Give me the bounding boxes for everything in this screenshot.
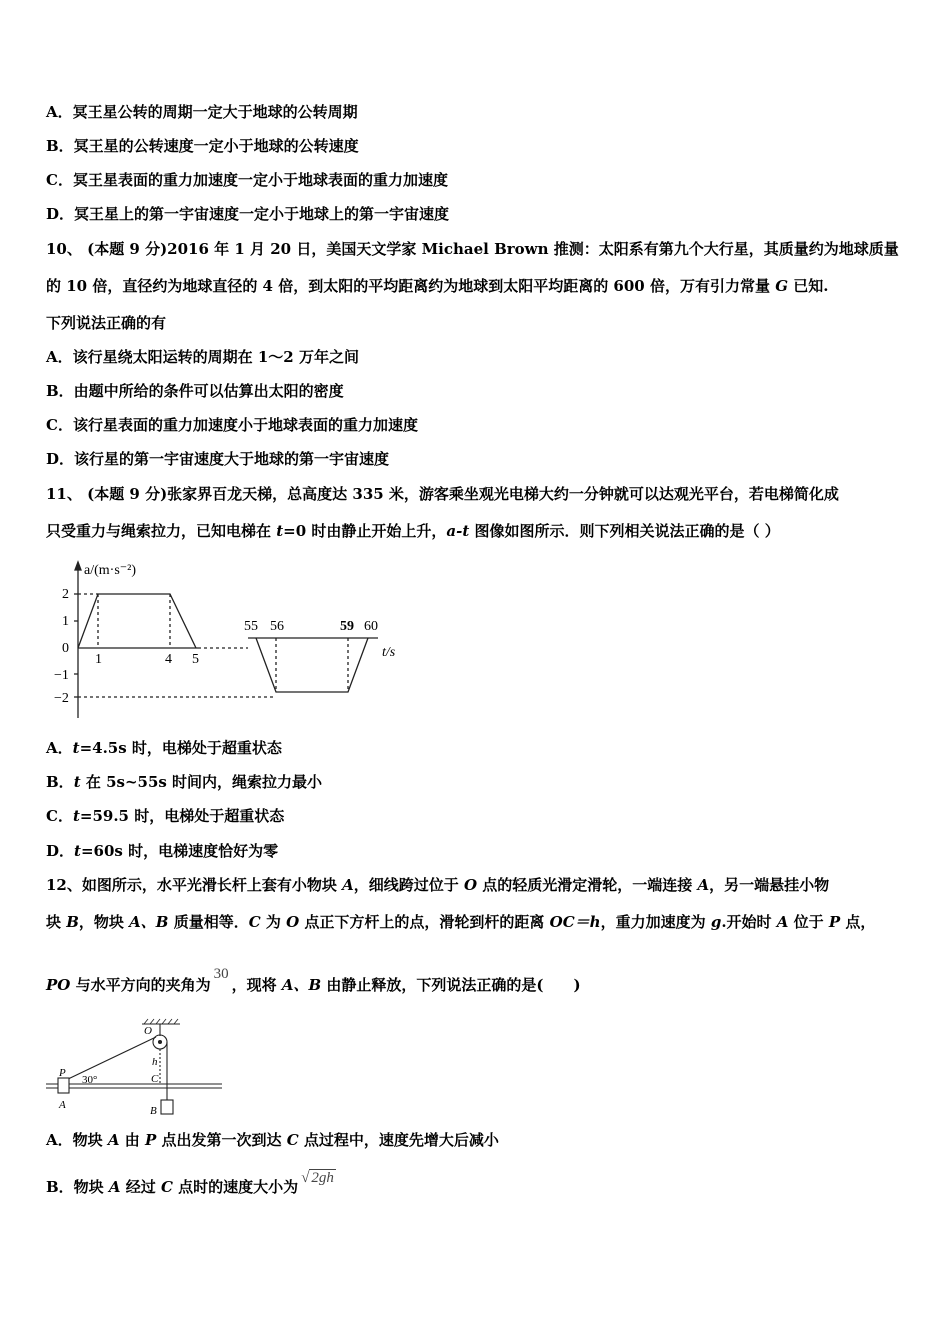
- q12-stem-line3: PO 与水平方向的夹角为30，现将 A、B 由静止释放，下列说法正确的是( ): [46, 966, 581, 994]
- xtick-59: 59: [340, 619, 354, 634]
- label-p: P: [59, 1067, 66, 1079]
- q11-stem-line1: 11、 (本题 9 分)张家界百龙天梯，总高度达 335 米，游客乘坐观光电梯大约一分钟就可以达观光平台，若电梯简化成: [46, 485, 839, 503]
- q12-pulley-figure: [44, 1018, 234, 1118]
- label-o: O: [144, 1025, 152, 1037]
- q11-option-a: A．t=4.5s 时，电梯处于超重状态: [46, 739, 282, 757]
- q10-stem-line3: 下列说法正确的有: [46, 314, 167, 332]
- q12-stem-line1: 12、如图所示，水平光滑长杆上套有小物块 A，细线跨过位于 O 点的轻质光滑定滑轮，一端连接 A，另一端悬挂小物: [46, 876, 830, 894]
- xtick-4: 4: [165, 652, 172, 667]
- ytick-neg2: −2: [54, 691, 69, 706]
- q9-option-b: B．冥王星的公转速度一定小于地球的公转速度: [46, 137, 359, 155]
- q9-option-a: A．冥王星公转的周期一定大于地球的公转周期: [46, 103, 358, 121]
- xtick-56: 56: [270, 619, 284, 634]
- ytick-0: 0: [62, 641, 69, 656]
- q12-option-a: A．物块 A 由 P 点出发第一次到达 C 点过程中，速度先增大后减小: [46, 1131, 499, 1149]
- xtick-1: 1: [95, 652, 102, 667]
- q10-option-a: A．该行星绕太阳运转的周期在 1～2 万年之间: [46, 348, 359, 366]
- graph-xlabel: t/s: [382, 645, 396, 660]
- label-a: A: [59, 1099, 66, 1111]
- q11-option-d: D．t=60s 时，电梯速度恰好为零: [46, 842, 279, 860]
- xtick-60: 60: [364, 619, 378, 634]
- graph-positive-segment: [78, 594, 196, 648]
- q11-option-b: B．t 在 5s~55s 时间内，绳索拉力最小: [46, 773, 323, 791]
- ytick-1: 1: [62, 614, 69, 629]
- label-h: h: [152, 1056, 158, 1068]
- q10-stem-line1: 10、 (本题 9 分)2016 年 1 月 20 日，美国天文学家 Michael Brown 推测：太阳系有第九个大行星，其质量约为地球质量: [46, 240, 899, 258]
- q11-stem-line2: 只受重力与绳索拉力，已知电梯在 t=0 时由静止开始上升，a-t 图像如图所示．则下列相关说法正确的是（ ）: [46, 522, 780, 540]
- graph-ylabel: a/(m·s⁻²): [84, 563, 137, 578]
- label-b: B: [150, 1105, 157, 1117]
- sqrt-2gh-formula: √ 2gh: [301, 1170, 334, 1186]
- block-a: [58, 1078, 69, 1093]
- ytick-2: 2: [62, 587, 69, 602]
- q9-option-c: C．冥王星表面的重力加速度一定小于地球表面的重力加速度: [46, 171, 448, 189]
- label-angle: 30°: [82, 1074, 98, 1086]
- q10-stem-line2: 的 10 倍，直径约为地球直径的 4 倍，到太阳的平均距离约为地球到太阳平均距离的 600 倍，万有引力常量 G 已知.: [46, 277, 829, 295]
- angle-30-formula: 30: [213, 966, 229, 982]
- q10-option-d: D．该行星的第一宇宙速度大于地球的第一宇宙速度: [46, 450, 390, 468]
- q12-stem-line2: 块 B，物块 A、B 质量相等．C 为 O 点正下方杆上的点，滑轮到杆的距离 OC＝h，重力加速度为 g.开始时 A 位于 P 点，: [46, 913, 876, 931]
- q12-option-b: B．物块 A 经过 C 点时的速度大小为 √ 2gh: [46, 1170, 334, 1196]
- label-c: C: [151, 1073, 159, 1085]
- q11-at-graph: [48, 556, 428, 726]
- q11-option-c: C．t=59.5 时，电梯处于超重状态: [46, 807, 285, 825]
- xtick-5: 5: [192, 652, 199, 667]
- graph-negative-segment: [256, 638, 368, 692]
- string-pa: [66, 1037, 156, 1080]
- y-axis-arrow: [75, 562, 81, 570]
- xtick-55: 55: [244, 619, 258, 634]
- q10-option-c: C．该行星表面的重力加速度小于地球表面的重力加速度: [46, 416, 418, 434]
- q10-option-b: B．由题中所给的条件可以估算出太阳的密度: [46, 382, 344, 400]
- block-b: [161, 1100, 173, 1114]
- q9-option-d: D．冥王星上的第一宇宙速度一定小于地球上的第一宇宙速度: [46, 205, 450, 223]
- ytick-neg1: −1: [54, 668, 69, 683]
